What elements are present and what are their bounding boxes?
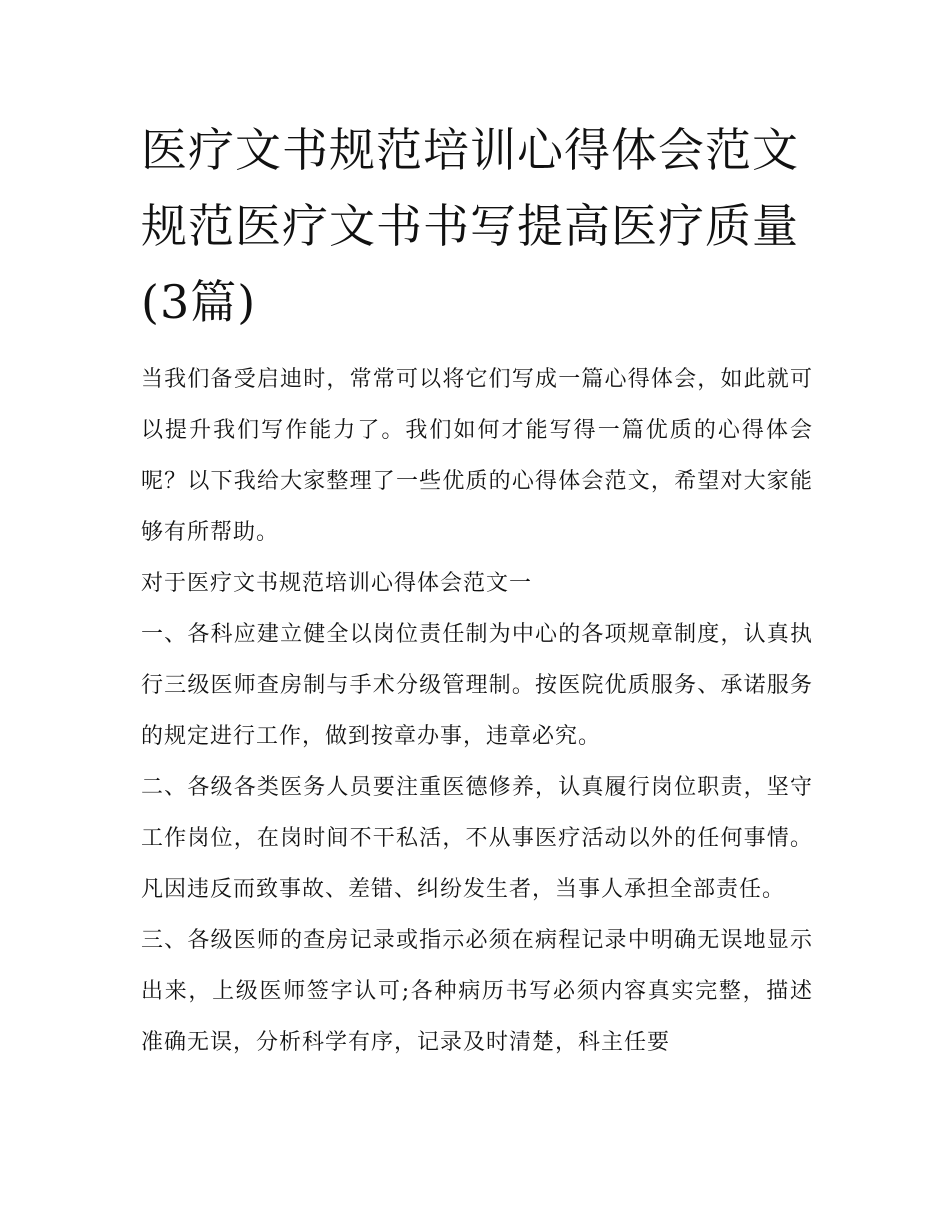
document-title: 医疗文书规范培训心得体会范文 规范医疗文书书写提高医疗质量(3篇) xyxy=(141,123,799,329)
intro-paragraph: 当我们备受启迪时，常常可以将它们写成一篇心得体会，如此就可以提升我们写作能力了。我们如何才能写得一篇优质的心得体会呢？以下我给大家整理了一些优质的心得体会范文，希望对大家能够有所帮助。 xyxy=(141,367,813,545)
rule-paragraph-2: 二、各级各类医务人员要注重医德修养，认真履行岗位职责，坚守工作岗位，在岗时间不干私活，不从事医疗活动以外的任何事情。凡因违反而致事故、差错、纠纷发生者，当事人承担全部责任。 xyxy=(141,775,813,902)
rule-paragraph-1: 一、各科应建立健全以岗位责任制为中心的各项规章制度，认真执行三级医师查房制与手术分级管理制。按医院优质服务、承诺服务的规定进行工作，做到按章办事，违章必究。 xyxy=(141,622,813,749)
document-content xyxy=(141,112,813,1068)
section-heading: 对于医疗文书规范培训心得体会范文一 xyxy=(141,571,533,596)
rule-paragraph-3: 三、各级医师的查房记录或指示必须在病程记录中明确无误地显示出来，上级医师签字认可;各种病历书写必须内容真实完整，描述准确无误，分析科学有序，记录及时清楚，科主任要 xyxy=(141,928,813,1055)
